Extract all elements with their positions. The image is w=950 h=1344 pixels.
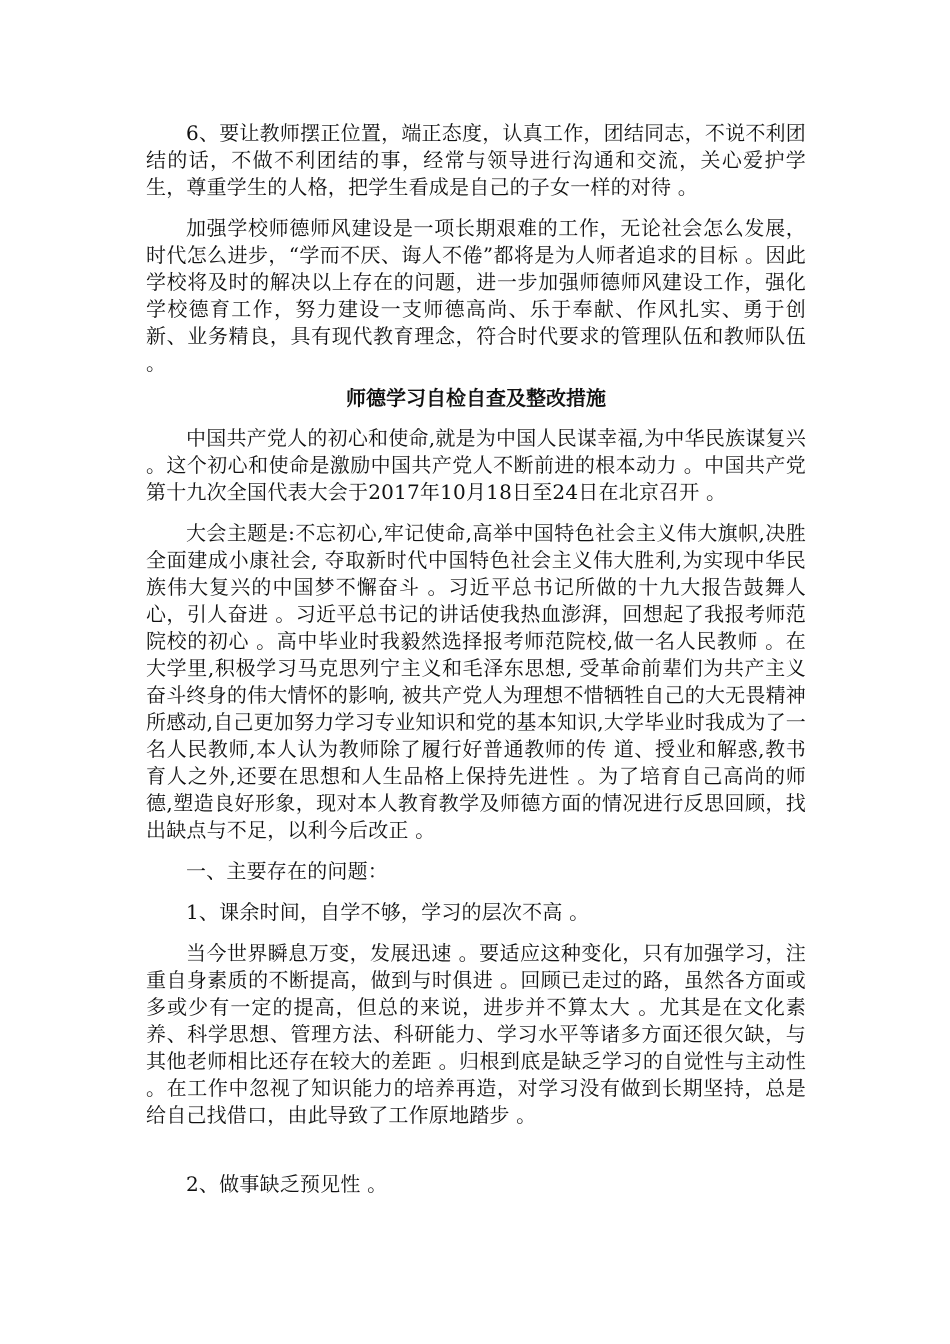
paragraph: 一、主要存在的问题： xyxy=(186,859,388,883)
paragraph: 2、做事缺乏预见性 。 xyxy=(186,1172,388,1196)
section-heading: 师德学习自检自查及整改措施 xyxy=(346,386,606,410)
paragraph: 1、课余时间，自学不够，学习的层次不高 。 xyxy=(186,900,590,924)
paragraph: 大会主题是:不忘初心,牢记使命,高举中国特色社会主义伟大旗帜,决胜全面建成小康社会, 夺取新时代中国特色社会主义伟大胜利,为实现中华民族伟大复兴的中国梦不懈奋斗 。习近平总书记所做的十九大报告鼓舞人心，引人奋进 。习近平总书记的讲话使我热血澎湃，回想起了我报考师范院校的初心 。高中毕业时我毅然选择报考师范院校,做一名人民教师 。在大学里,积极学习马克思列宁主义和毛泽东思想, 受革命前辈们为共产主义奋斗终身的伟大情怀的影响, 被共产党人为理想不惜牺牲自己的大无畏精神所感动,自己更加努力学习专业知识和党的基本知识,大学毕业时我成为了一名人民教师,本人认为教师除了履行好普通教师的传 道、授业和解惑,教书育人之外,还要在思想和人生品格上保持先进性 。为了培育自己高尚的师德,塑造良好形象，现对本人教育教学及师德方面的情况进行反思回顾，找出缺点与不足，以利今后改正 。 xyxy=(146,521,806,842)
paragraph: 当今世界瞬息万变，发展迅速 。要适应这种变化，只有加强学习，注重自身素质的不断提高，做到与时俱进 。回顾已走过的路，虽然各方面或多或少有一定的提高，但总的来说，进步并不算太大 。尤其是在文化素养、科学思想、管理方法、科研能力、学习水平等诸多方面还很欠缺，与其他老师相比还存在较大的差距 。归根到底是缺乏学习的自觉性与主动性 。在工作中忽视了知识能力的培养再造，对学习没有做到长期坚持，总是给自己找借口，由此导致了工作原地踏步 。 xyxy=(146,941,806,1127)
paragraph: 中国共产党人的初心和使命,就是为中国人民谋幸福,为中华民族谋复兴 。这个初心和使命是激励中国共产党人不断前进的根本动力 。中国共产党第十九次全国代表大会于2017年10月18日至24日在北京召开 。 xyxy=(146,426,806,504)
paragraph: 6、要让教师摆正位置，端正态度，认真工作，团结同志，不说不利团结的话，不做不利团结的事，经常与领导进行沟通和交流，关心爱护学生，尊重学生的人格，把学生看成是自己的子女一样的对待 。 xyxy=(146,121,806,199)
document-page xyxy=(146,120,806,1212)
paragraph: 加强学校师德师风建设是一项长期艰难的工作，无论社会怎么发展，时代怎么进步，“学而不厌、诲人不倦”都将是为人师者追求的目标 。因此学校将及时的解决以上存在的问题，进一步加强师德师风建设工作，强化学校德育工作，努力建设一支师德高尚、乐于奉献、作风扎实、勇于创新、业务精良，具有现代教育理念，符合时代要求的管理队伍和教师队伍 。 xyxy=(146,216,806,375)
